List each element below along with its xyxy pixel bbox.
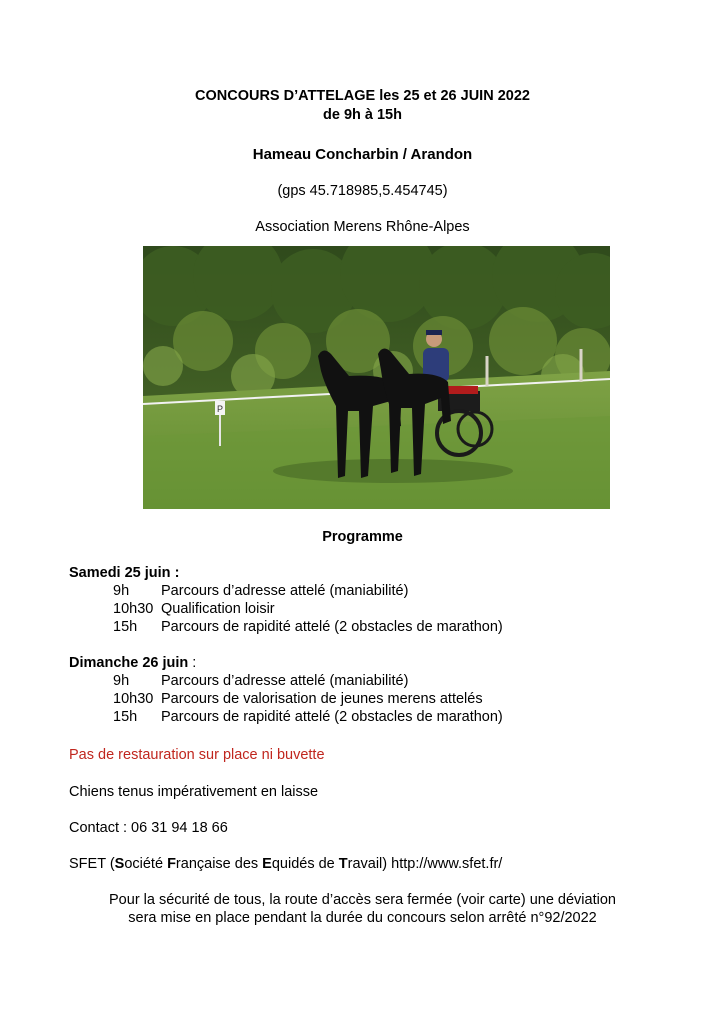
sfet-open: SFET (: [69, 856, 115, 872]
sfet-initial-s: S: [114, 856, 125, 872]
marker-sign: P: [217, 404, 224, 414]
event-time: 9h: [113, 673, 130, 689]
road-closure-notice-line2: sera mise en place pendant la durée du concours selon arrêté n°92/2022: [128, 910, 597, 926]
schedule-row: [113, 583, 408, 601]
schedule-row: [113, 601, 275, 619]
gps-coordinates: (gps 45.718985,5.454745): [277, 183, 448, 199]
sfet-word: ravail): [347, 856, 392, 872]
event-time: 15h: [113, 619, 138, 635]
event-time: 10h30: [113, 691, 154, 707]
day-label: Samedi 25 juin :: [69, 565, 180, 581]
sfet-initial-f: F: [167, 856, 176, 872]
event-hours: de 9h à 15h: [323, 107, 402, 123]
association-name: Association Merens Rhône-Alpes: [255, 219, 470, 235]
sfet-line: [69, 856, 502, 872]
event-title: CONCOURS D’ATTELAGE les 25 et 26 JUIN 2022: [195, 88, 530, 104]
sfet-initial-t: T: [338, 856, 348, 872]
schedule-row: [113, 691, 483, 709]
event-desc: Parcours de rapidité attelé (2 obstacles de marathon): [161, 709, 503, 725]
programme-title: Programme: [322, 529, 403, 545]
horse-carriage-photo: [143, 246, 610, 509]
sfet-initial-e: E: [262, 856, 272, 872]
venue-name: Hameau Concharbin / Arandon: [252, 146, 473, 163]
event-time: 9h: [113, 583, 130, 599]
day-heading-saturday: [69, 565, 179, 581]
day-label-suffix: :: [188, 655, 197, 671]
event-desc: Qualification loisir: [161, 601, 275, 617]
schedule-row: [113, 673, 408, 691]
day-label: Dimanche 26 juin: [69, 655, 189, 671]
event-time: 10h30: [113, 601, 154, 617]
schedule-row: [113, 619, 503, 637]
event-time: 15h: [113, 709, 138, 725]
no-food-notice: Pas de restauration sur place ni buvette: [69, 747, 325, 763]
schedule-row: [113, 709, 503, 727]
event-desc: Parcours d’adresse attelé (maniabilité): [161, 673, 409, 689]
sfet-word: ociété: [124, 856, 168, 872]
sfet-word: rançaise des: [175, 856, 263, 872]
event-desc: Parcours d’adresse attelé (maniabilité): [161, 583, 409, 599]
event-desc: Parcours de rapidité attelé (2 obstacles de marathon): [161, 619, 503, 635]
day-heading-sunday: [69, 655, 196, 671]
sfet-url-link[interactable]: http://www.sfet.fr/: [391, 856, 503, 872]
event-desc: Parcours de valorisation de jeunes merens attelés: [161, 691, 483, 707]
contact-phone: Contact : 06 31 94 18 66: [69, 820, 228, 836]
road-closure-notice-line1: Pour la sécurité de tous, la route d’accès sera fermée (voir carte) une déviation: [109, 892, 616, 908]
sfet-word: quidés de: [271, 856, 339, 872]
dogs-notice: Chiens tenus impérativement en laisse: [69, 784, 319, 800]
